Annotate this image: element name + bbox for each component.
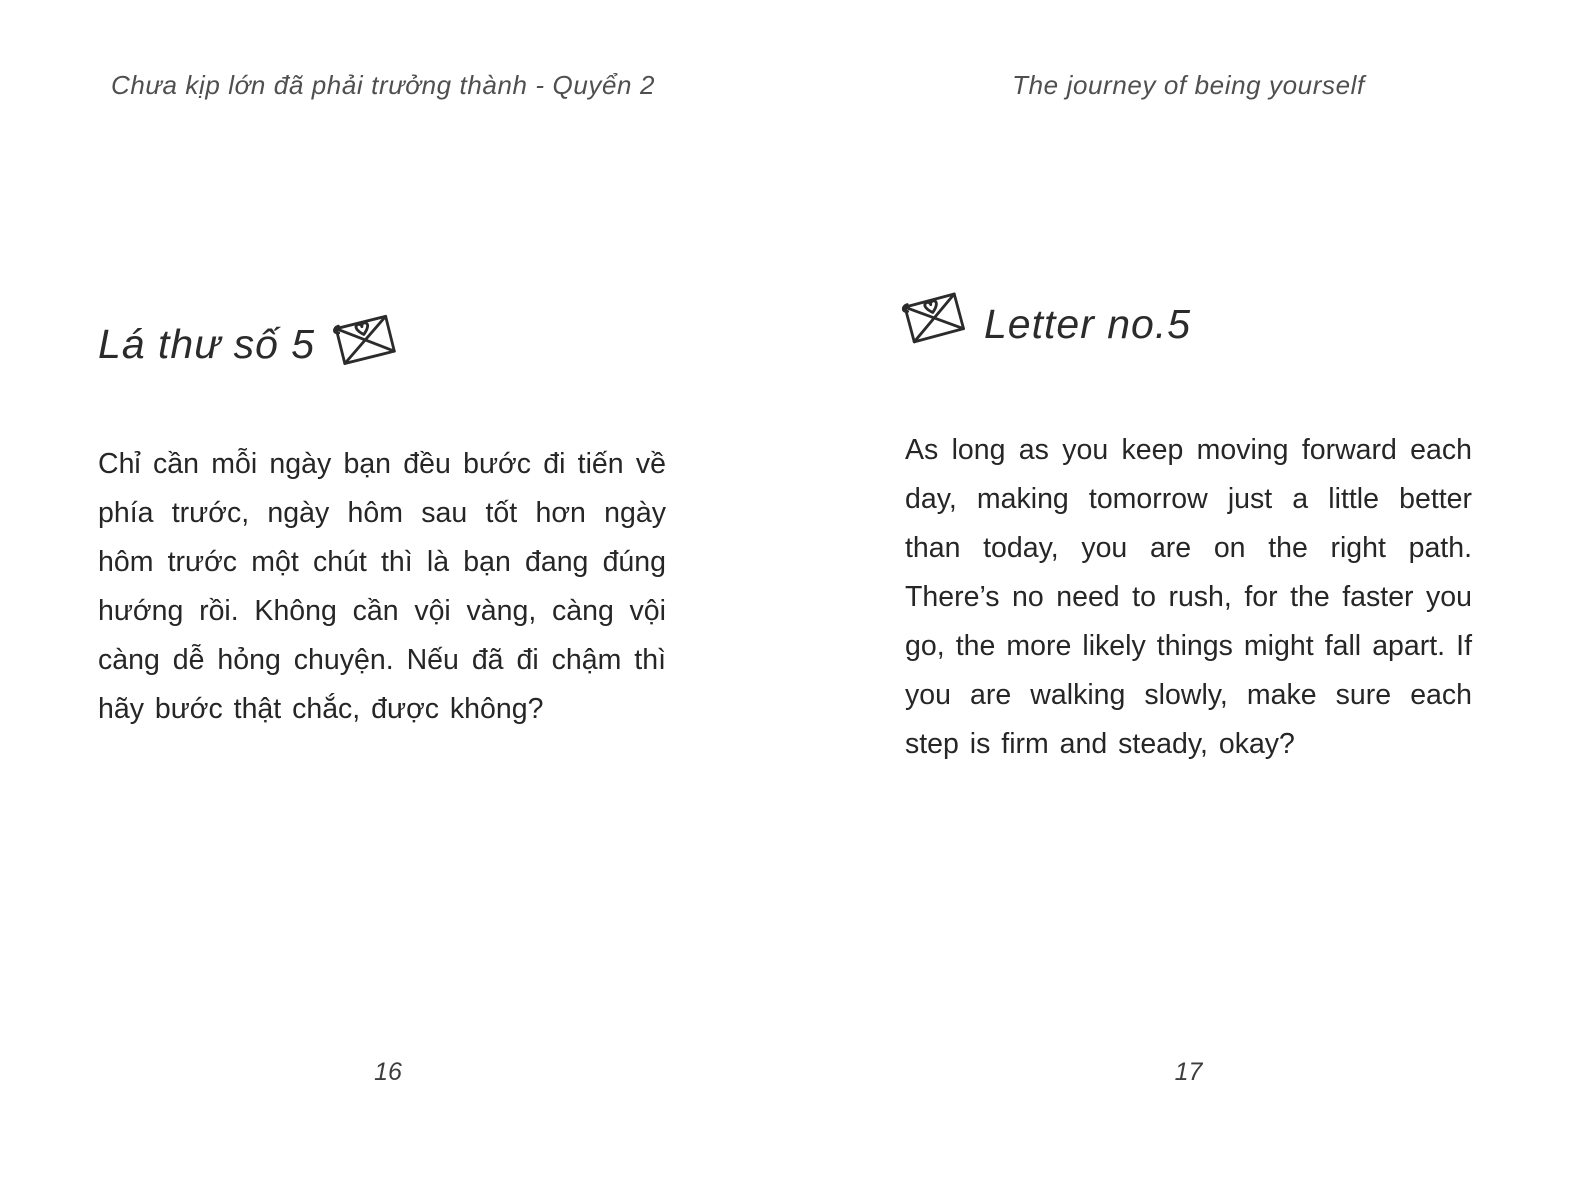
right-running-header: The journey of being yourself [1012, 70, 1365, 100]
envelope-heart-icon [900, 288, 968, 346]
left-chapter-title-row [98, 318, 399, 370]
left-letter-body: Chỉ cần mỗi ngày bạn đều bước đi tiến về phía trước, ngày hôm sau tốt hơn ngày hôm trước một chút thì là bạn đang đúng hướng rồi. Không cần vội vàng, càng vội càng dễ hỏng chuyện. Nếu đã đi chậm thì hãy bước thật chắc, được không? [98, 448, 666, 725]
right-chapter-title-row [900, 288, 1191, 350]
right-chapter-title: Letter no.5 [984, 301, 1192, 347]
right-page-number: 17 [1174, 1058, 1203, 1086]
left-chapter-title: Lá thư số 5 [98, 321, 316, 367]
left-page-number: 16 [374, 1058, 402, 1086]
envelope-heart-icon [331, 310, 399, 368]
left-running-header: Chưa kịp lớn đã phải trưởng thành - Quyển 2 [110, 70, 656, 100]
right-letter-body: As long as you keep moving forward each day, making tomorrow just a little better than today, you are on the right path. There’s no need to rush, for the faster you go, the more likely things might fall apart. If you are walking slowly, make sure each step is firm and steady, okay? [905, 434, 1472, 760]
